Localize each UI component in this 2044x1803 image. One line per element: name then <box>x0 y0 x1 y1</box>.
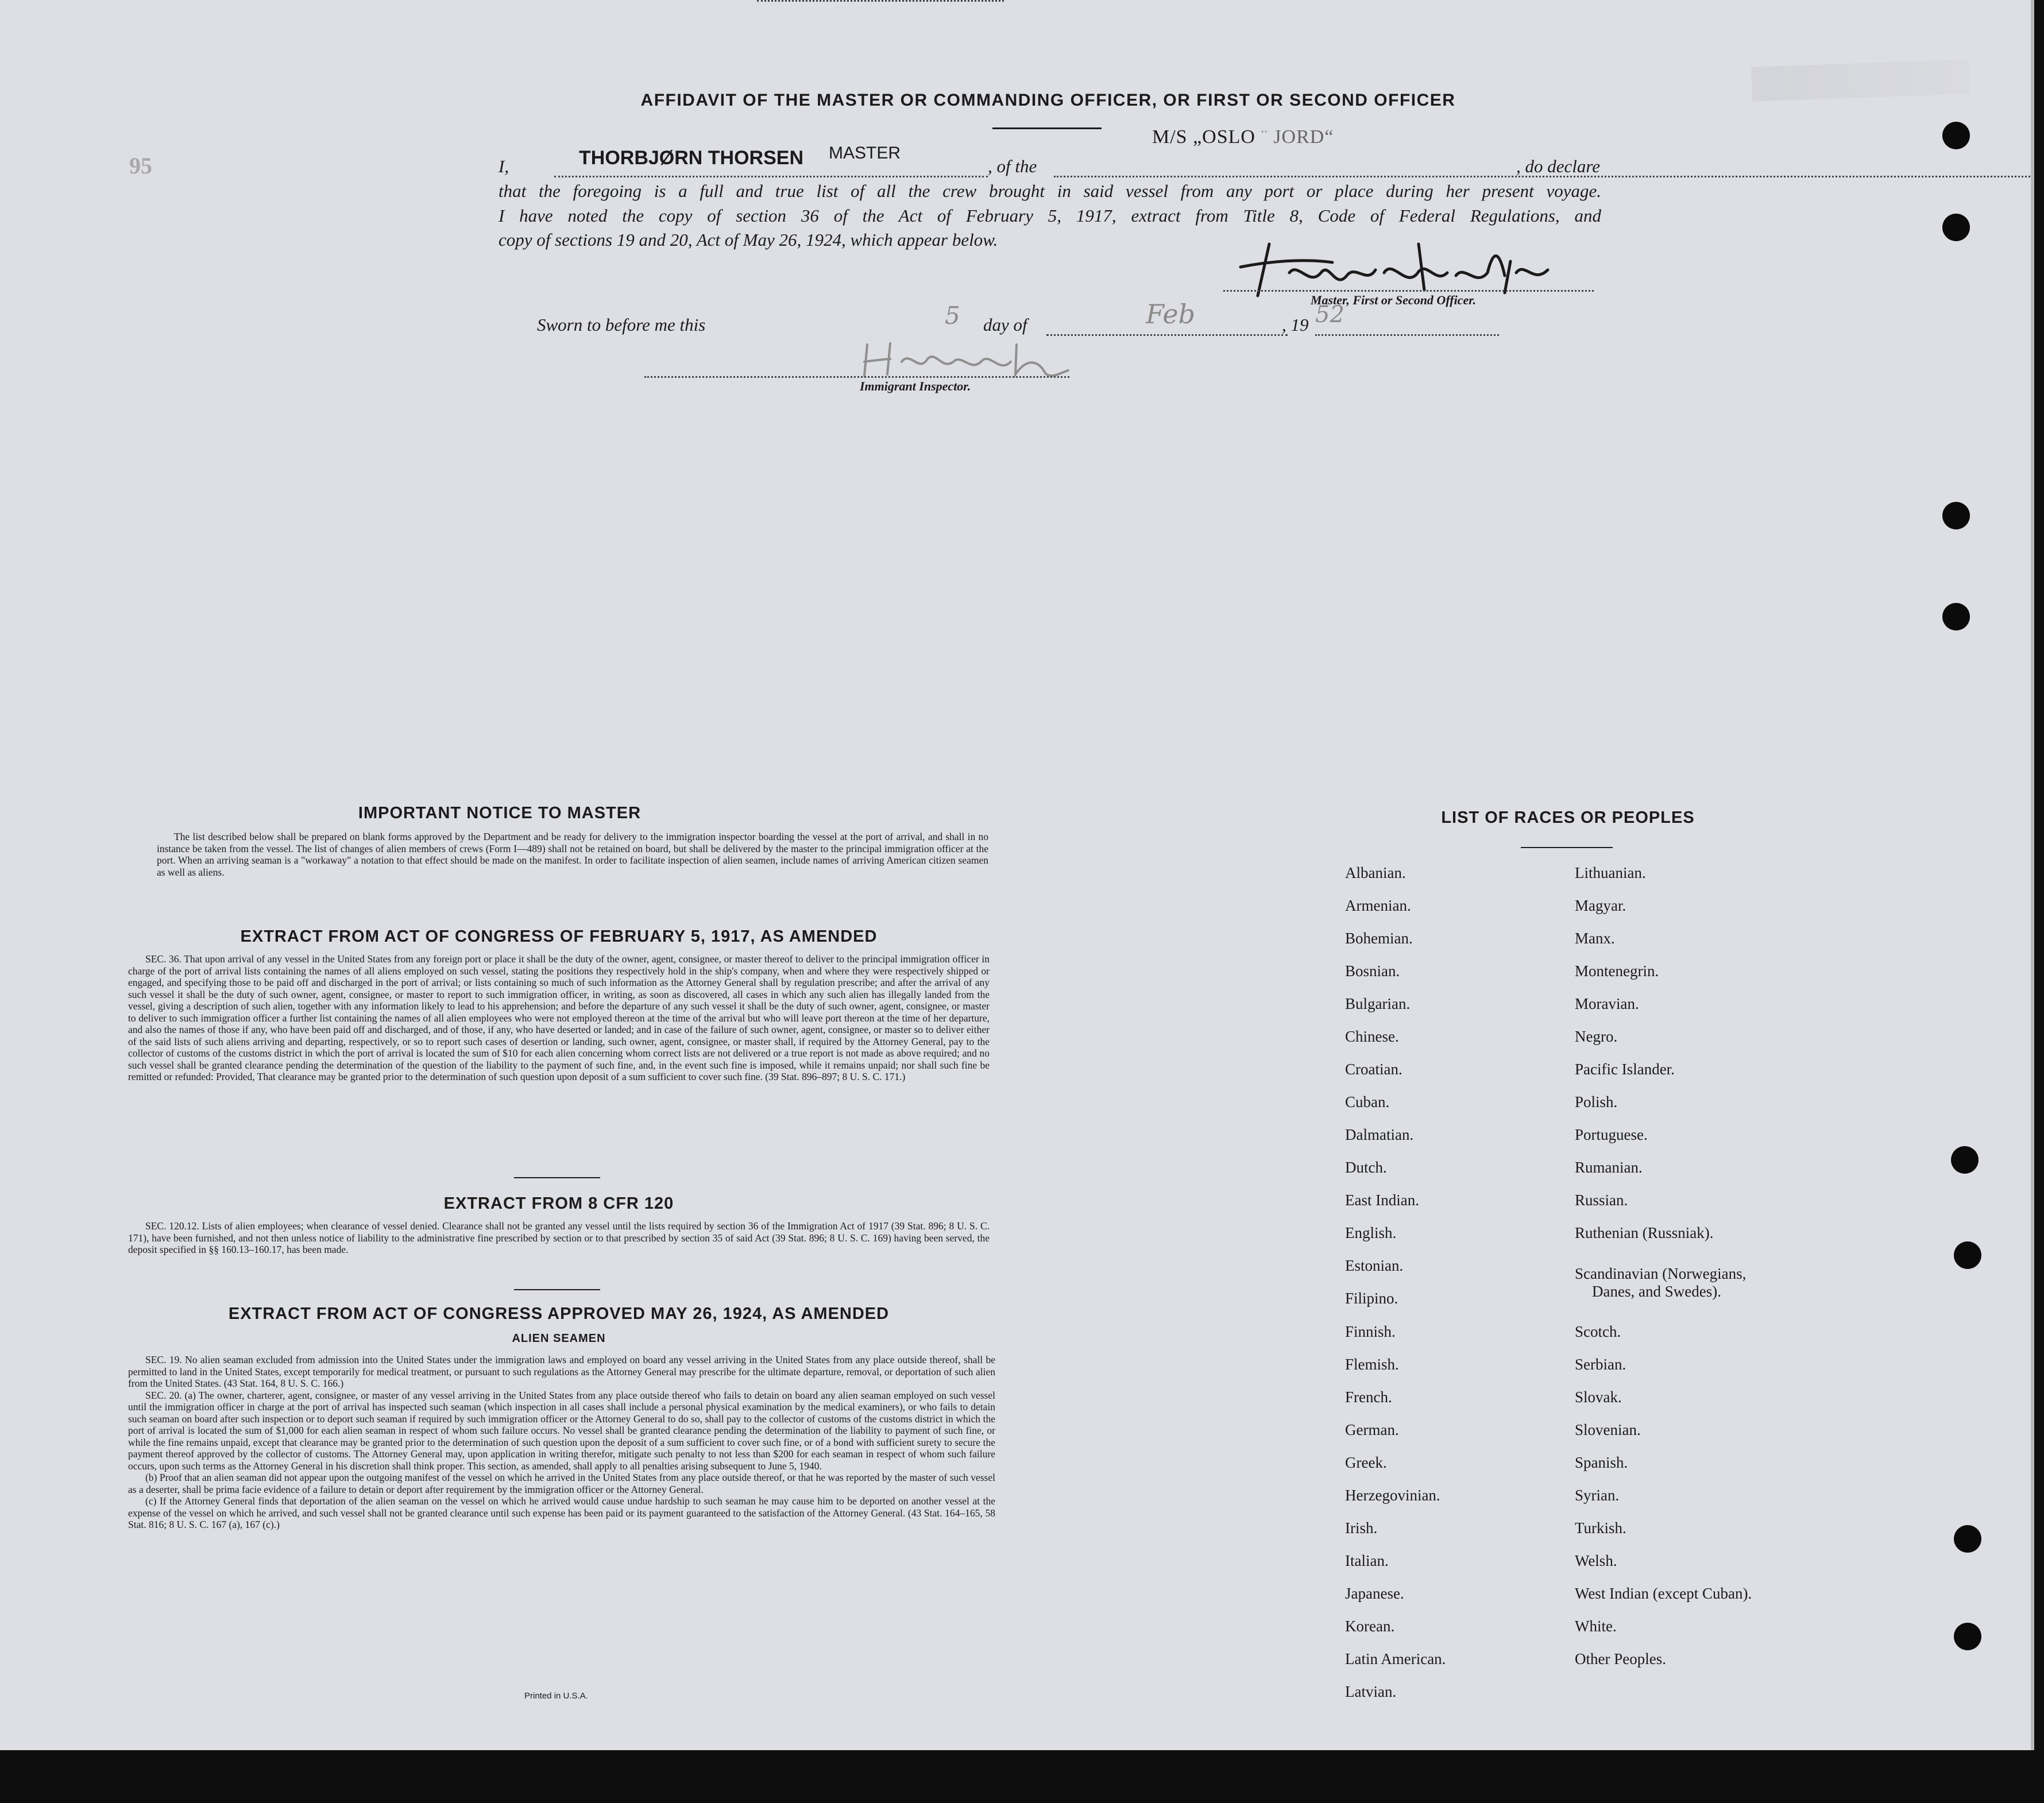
binder-hole <box>1954 1525 1981 1553</box>
race-item: Greek. <box>1345 1454 1387 1471</box>
sworn-month-line <box>1046 334 1288 336</box>
races-rule <box>1521 847 1613 848</box>
race-item: Portuguese. <box>1575 1126 1648 1143</box>
extract-1924-subtitle: ALIEN SEAMEN <box>512 1332 606 1345</box>
race-item: Negro. <box>1575 1028 1618 1045</box>
of-the-label: , of the <box>988 156 1037 176</box>
affidavit-line-3: I have noted the copy of section 36 of the Act of February 5, 1917, extract from Title 8, Code of Federal Regulations, and <box>499 206 1601 226</box>
race-item: Scotch. <box>1575 1323 1621 1340</box>
race-item: Bohemian. <box>1345 930 1413 947</box>
extract-1917-body: SEC. 36. That upon arrival of any vessel in the United States from any foreign port or place it shall be the duty of the owner, agent, consignee, or master thereof to deliver to the principal immigration officer in charge of the port of arrival lists containing the names of all aliens employed on such vessel, stating the positions they respectively hold in the ship's company, when and where they were respectively shipped or engaged, and specifying those to be paid off and discharged in the port of arrival; or lists containing so much of such information as the Attorney General shall by regulation prescribe; and after the arrival of any such vessel it shall be the duty of such owner, agent, consignee, or master to report to such immigration officer, in writing, as soon as discovered, all cases in which any such alien has illegally landed from the vessel, giving a description of such alien, together with any information likely to lead to his apprehension; and before the departure of any such vessel it shall be the duty of such owner, agent, consignee, or master to deliver to such immigration officer a further list containing the names of all alien employees who were not employed thereon at the time of the arrival but who will leave port thereon at the time of her departure, and also the names of those if any, who have been paid off and discharged, and of those, if any, who have deserted or landed; and in case of the failure of such owner, agent, consignee, or master so to deliver either of the said lists of such aliens arriving and departing, respectively, or so to report such cases of desertion or landing, such owner, agent, consignee, or master shall, if required by the Attorney General, pay to the collector of customs of the customs district in which the port of arrival is located the sum of $10 for each alien concerning whom correct lists are not delivered or a true report is not made as above required; and no such vessel shall be granted clearance pending the determination of the question of the liability to the payment of such fine, and, in the event such fine is imposed, while it remains unpaid; nor shall such fine be remitted or refunded: Provided, That clearance may be granted prior to the determination of such question upon deposit of a sum sufficient to cover such fine. (39 Stat. 896–897; 8 U. S. C. 171.) <box>128 953 990 1082</box>
race-item: Albanian. <box>1345 864 1406 881</box>
race-item: Italian. <box>1345 1552 1389 1569</box>
race-item: Flemish. <box>1345 1356 1399 1373</box>
race-item: Estonian. <box>1345 1257 1404 1274</box>
race-item: West Indian (except Cuban). <box>1575 1585 1752 1602</box>
year-prefix: , 19 <box>1282 315 1309 335</box>
race-item: German. <box>1345 1421 1399 1438</box>
sec-20b-text: (b) Proof that an alien seaman did not appear upon the outgoing manifest of the vessel on which he arrived in the United States from any place outside thereof, or that he was reported by the master of such vessel as a deserter, shall be prima facie evidence of a failure to detain or deport after requirement by the immigration officer or the Attorney General. <box>128 1472 995 1495</box>
race-item: Slovak. <box>1575 1388 1622 1406</box>
race-item: Chinese. <box>1345 1028 1399 1045</box>
race-item: Syrian. <box>1575 1487 1620 1504</box>
extract-1917-title: EXTRACT FROM ACT OF CONGRESS OF FEBRUARY 5, 1917, AS AMENDED <box>240 927 878 946</box>
printed-in-usa: Printed in U.S.A. <box>524 1691 588 1701</box>
race-item: Polish. <box>1575 1093 1618 1111</box>
notice-title: IMPORTANT NOTICE TO MASTER <box>358 804 642 822</box>
race-item: Slovenian. <box>1575 1421 1641 1438</box>
master-name: THORBJØRN THORSEN <box>579 147 804 169</box>
races-title: LIST OF RACES OR PEOPLES <box>1441 808 1695 827</box>
title-rule <box>992 127 1102 129</box>
binder-hole <box>1954 1241 1981 1269</box>
sec-20a-text: SEC. 20. (a) The owner, charterer, agent, consignee, or master of any vessel arriving in the United States from any place outside thereof who fails to detain on board any alien seaman employed on such vessel until the immigration officer in charge at the port of arrival has inspected such seaman (which inspection in all cases shall include a personal physical examination by the medical examiners), or who fails to detain such seaman on board after such inspection or to deport such seaman if required by such immigration officer or the Attorney General to do so, shall pay to the collector of customs of the customs district in which the port of arrival is located the sum of $1,000 for each alien seaman in respect of whom such failure occurs. No vessel shall be granted clearance pending the determination of the liability to payment of such fine, or while the fine remains unpaid, except that clearance may be granted prior to the determination of such question upon the deposit of a sum sufficient to cover such fine, or of a bond with sufficient surety to secure the payment thereof approved by the collector of customs. The Attorney General may, upon application in writing therefor, mitigate such penalty to not less than $200 for each seaman in respect of whom such failure occurs, upon such terms as the Attorney General in his discretion shall think proper. This section, as amended, shall apply to all penalties arising subsequent to June 5, 1940. <box>128 1389 995 1472</box>
race-item: Scandinavian (Norwegians, <box>1575 1265 1747 1282</box>
race-item: Spanish. <box>1575 1454 1628 1471</box>
race-item: Magyar. <box>1575 897 1626 914</box>
race-item: Pacific Islander. <box>1575 1061 1675 1078</box>
race-item: Armenian. <box>1345 897 1411 914</box>
binder-hole <box>1951 1146 1979 1174</box>
race-item: Ruthenian (Russniak). <box>1575 1224 1714 1241</box>
margin-mark: 95 <box>129 153 152 179</box>
inspector-caption: Immigrant Inspector. <box>860 379 971 393</box>
race-item: Latin American. <box>1345 1650 1446 1667</box>
sec-20c-text: (c) If the Attorney General finds that deportation of the alien seaman on the vessel on which he arrived would cause undue hardship to such seaman he may cause him to be deported on another vessel at the expense of the vessel on which he arrived, and such vessel shall not be granted clearance until such expense has been paid or its payment guaranteed to the satisfaction of the Attorney General. (43 Stat. 164–165, 58 Stat. 816; 8 U. S. C. 167 (a), 167 (c).) <box>128 1495 995 1530</box>
race-item: Finnish. <box>1345 1323 1396 1340</box>
race-item: English. <box>1345 1224 1397 1241</box>
race-item: Danes, and Swedes). <box>1592 1283 1721 1300</box>
affidavit-line-4: copy of sections 19 and 20, Act of May 26, 1924, which appear below. <box>499 230 998 250</box>
race-item: Welsh. <box>1575 1552 1617 1569</box>
race-item: Bosnian. <box>1345 962 1400 980</box>
race-item: Dalmatian. <box>1345 1126 1414 1143</box>
race-item: Herzegovinian. <box>1345 1487 1440 1504</box>
sworn-label: Sworn to before me this <box>537 315 706 335</box>
sec-19-text: SEC. 19. No alien seaman excluded from admission into the United States under the immigration laws and employed on board any vessel arriving in the United States from any place outside thereof, shall be permitted to land in the United States, except temporarily for medical treatment, or pursuant to such regulations as the Attorney General may prescribe for the ultimate departure, removal, or deportation of such alien from the United States. (43 Stat. 164, 8 U. S. C. 166.) <box>128 1354 995 1389</box>
master-signature-line <box>1223 290 1594 292</box>
binder-hole <box>1942 122 1970 149</box>
year-suffix: 52 <box>1315 301 1344 328</box>
race-item: Irish. <box>1345 1519 1378 1537</box>
race-item: Turkish. <box>1575 1519 1626 1537</box>
race-item: French. <box>1345 1388 1392 1406</box>
name-line <box>554 176 988 177</box>
rule-2 <box>514 1289 600 1290</box>
vessel-name: M/S „OSLO ¨ JORD“ <box>1152 126 1334 148</box>
notice-body: The list described below shall be prepared on blank forms approved by the Department and be ready for delivery to the immigration inspector boarding the vessel at the port of arrival, and shall in no instance be taken from the vessel. The list of changes of alien members of crews (Form I—489) shall not be retained on board, but shall be delivered by the master to the principal immigration officer at the port. When an arriving seaman is a "workaway" a notation to that effect should be made on the manifest. In order to facilitate inspection of alien seamen, include names of arriving American citizen seamen as well as aliens. <box>157 831 988 878</box>
extract-cfr-title: EXTRACT FROM 8 CFR 120 <box>443 1194 674 1213</box>
day-of-label: day of <box>983 315 1027 335</box>
binder-hole <box>1942 603 1970 630</box>
race-item: Filipino. <box>1345 1290 1398 1307</box>
do-declare-label: , do declare <box>1516 156 1600 176</box>
extract-1924-title: EXTRACT FROM ACT OF CONGRESS APPROVED MAY 26, 1924, AS AMENDED <box>228 1305 890 1323</box>
extract-cfr-body: SEC. 120.12. Lists of alien employees; when clearance of vessel denied. Clearance shall not be granted any vessel until the lists required by section 36 of the Immigration Act of 1917 (39 Stat. 896; 8 U. S. C. 171), have been furnished, and not then unless notice of liability to the administrative fine prescribed by section or to that prescribed by section 35 of said Act (39 Stat. 896; 8 U. S. C. 169) having been served, the deposit specified in §§ 160.13–160.17, has been made. <box>128 1220 990 1255</box>
race-item: Montenegrin. <box>1575 962 1659 980</box>
rule-1 <box>514 1177 600 1178</box>
race-item: Rumanian. <box>1575 1159 1643 1176</box>
affidavit-title: AFFIDAVIT OF THE MASTER OR COMMANDING OFFICER, OR FIRST OR SECOND OFFICER <box>640 91 1456 110</box>
master-caption: Master, First or Second Officer. <box>1311 293 1477 307</box>
race-item: Lithuanian. <box>1575 864 1646 881</box>
i-label: I, <box>499 156 509 176</box>
affidavit-line-2: that the foregoing is a full and true list of all the crew brought in said vessel from any port or place during her present voyage. <box>499 181 1601 201</box>
race-item: Dutch. <box>1345 1159 1387 1176</box>
race-item: Manx. <box>1575 930 1615 947</box>
race-item: Bulgarian. <box>1345 995 1411 1012</box>
race-item: Croatian. <box>1345 1061 1402 1078</box>
vessel-name-tail: JORD“ <box>1273 126 1334 148</box>
inspector-signature <box>856 339 1074 385</box>
inspector-signature-line <box>644 376 1069 378</box>
sworn-day-line <box>757 0 1004 2</box>
race-item: Serbian. <box>1575 1356 1626 1373</box>
race-item: White. <box>1575 1618 1617 1635</box>
sworn-day: 5 <box>945 301 960 330</box>
binder-hole <box>1942 214 1970 241</box>
race-item: Moravian. <box>1575 995 1639 1012</box>
race-item: Russian. <box>1575 1191 1628 1209</box>
binder-hole <box>1954 1623 1981 1650</box>
race-item: Korean. <box>1345 1618 1395 1635</box>
sworn-month: Feb <box>1146 299 1196 330</box>
race-item: Other Peoples. <box>1575 1650 1666 1667</box>
master-rank: MASTER <box>829 144 901 162</box>
year-line <box>1315 334 1499 336</box>
bleed-through-mark <box>1751 59 1970 101</box>
binder-hole <box>1942 502 1970 529</box>
race-item: Japanese. <box>1345 1585 1404 1602</box>
race-item: East Indian. <box>1345 1191 1419 1209</box>
race-item: Latvian. <box>1345 1683 1397 1700</box>
extract-1924-body <box>128 1354 995 1531</box>
race-item: Cuban. <box>1345 1093 1390 1111</box>
vessel-name-head: M/S „OSLO <box>1152 126 1255 148</box>
